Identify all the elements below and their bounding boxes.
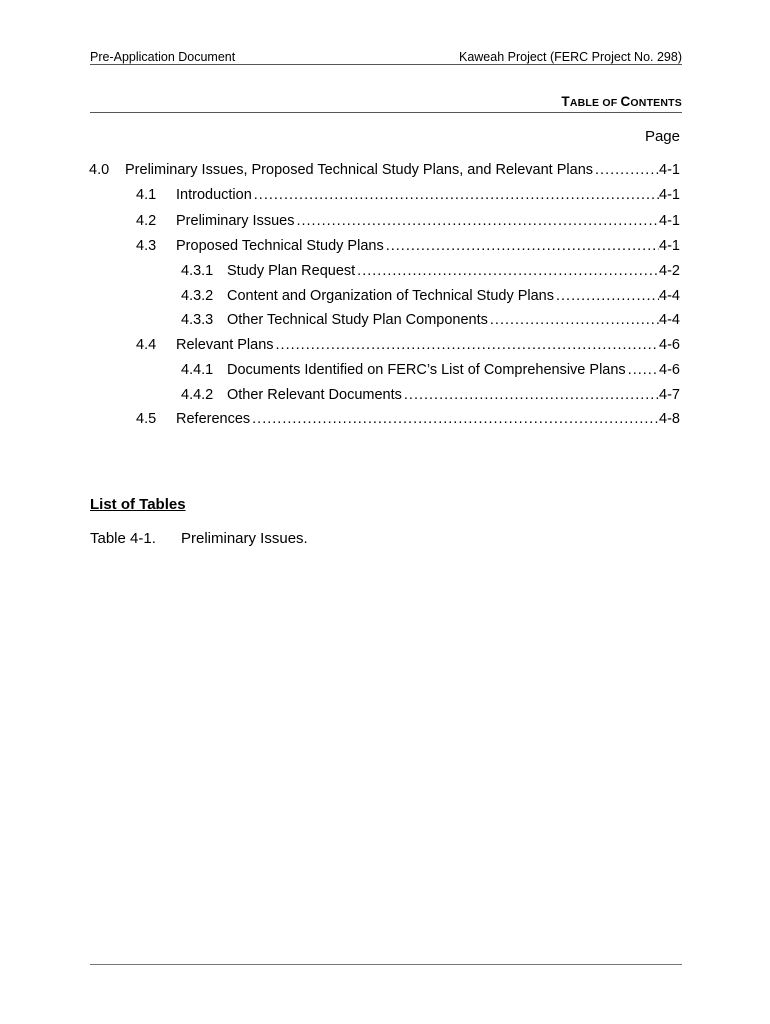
page-column-label: Page [644,128,680,145]
toc-entry-4-3[interactable] [136,236,680,256]
toc-entry-label: Documents Identified on FERC’s List of Comprehensive Plans [227,362,626,378]
header-left-text: Pre-Application Document [90,50,236,64]
toc-entry-4-3-1[interactable] [181,261,680,281]
toc-entry-label: Other Technical Study Plan Components [227,312,488,328]
toc-entry-page: 4-1 [659,213,680,229]
table-entry-label: Preliminary Issues. [181,530,308,547]
toc-entry-page: 4-1 [659,162,680,178]
toc-entry-page: 4-2 [659,263,680,279]
toc-entry-4-3-3[interactable] [181,310,680,330]
toc-entry-label: Content and Organization of Technical Study Plans [227,288,554,304]
toc-entry-label: Preliminary Issues [176,213,295,229]
toc-entry-label: Other Relevant Documents [227,387,402,403]
toc-entry-page: 4-4 [659,312,680,328]
toc-title: TABLE OF CONTENTS [561,94,682,109]
toc-entry-page: 4-7 [659,387,680,403]
header-rule [90,64,682,65]
toc-entry-4-4-2[interactable] [181,385,680,405]
toc-entry-label: References [176,411,251,427]
toc-entry-number: 4.0 [89,162,110,178]
table-entry-number: Table 4-1. [90,530,156,547]
table-list-entry[interactable] [90,530,308,547]
toc-entry-number: 4.4.2 [181,387,214,403]
toc-entry-4-1[interactable] [136,185,680,205]
footer-rule [90,964,682,965]
toc-entry-page: 4-1 [659,238,680,254]
toc-leader-dots [250,409,659,429]
list-of-tables-heading: List of Tables [90,496,186,513]
toc-leader-dots [294,211,659,231]
toc-title-rule [90,112,682,113]
toc-leader-dots [593,160,659,180]
toc-leader-dots [274,335,660,355]
toc-entry-page: 4-6 [659,362,680,378]
toc-entry-4-5[interactable] [136,409,680,429]
toc-entry-label: Relevant Plans [176,337,274,353]
toc-leader-dots [252,185,659,205]
toc-entry-number: 4.3.1 [181,263,214,279]
toc-leader-dots [554,286,659,306]
toc-entry-label: Preliminary Issues, Proposed Technical Study Plans, and Relevant Plans [125,162,594,178]
toc-entry-number: 4.4.1 [181,362,214,378]
toc-entry-page: 4-1 [659,187,680,203]
toc-entry-4-4-1[interactable] [181,360,680,380]
toc-entry-4-3-2[interactable] [181,286,680,306]
toc-leader-dots [488,310,659,330]
toc-entry-4-0[interactable] [89,160,680,180]
toc-leader-dots [626,360,659,380]
toc-entry-4-2[interactable] [136,211,680,231]
toc-entry-label: Study Plan Request [227,263,356,279]
page-header [90,46,682,64]
toc-entry-number: 4.3 [136,238,157,254]
toc-leader-dots [402,385,659,405]
toc-entry-page: 4-8 [659,411,680,427]
toc-entry-label: Proposed Technical Study Plans [176,238,384,254]
toc-entry-number: 4.5 [136,411,157,427]
toc-entry-number: 4.4 [136,337,157,353]
header-right-text: Kaweah Project (FERC Project No. 298) [458,50,682,64]
toc-entry-page: 4-6 [659,337,680,353]
toc-entry-label: Introduction [176,187,252,203]
toc-entry-4-4[interactable] [136,335,680,355]
toc-entry-number: 4.3.2 [181,288,214,304]
toc-leader-dots [384,236,659,256]
toc-entry-number: 4.3.3 [181,312,214,328]
toc-leader-dots [355,261,659,281]
toc-entry-page: 4-4 [659,288,680,304]
toc-entry-number: 4.2 [136,213,157,229]
toc-entry-number: 4.1 [136,187,157,203]
